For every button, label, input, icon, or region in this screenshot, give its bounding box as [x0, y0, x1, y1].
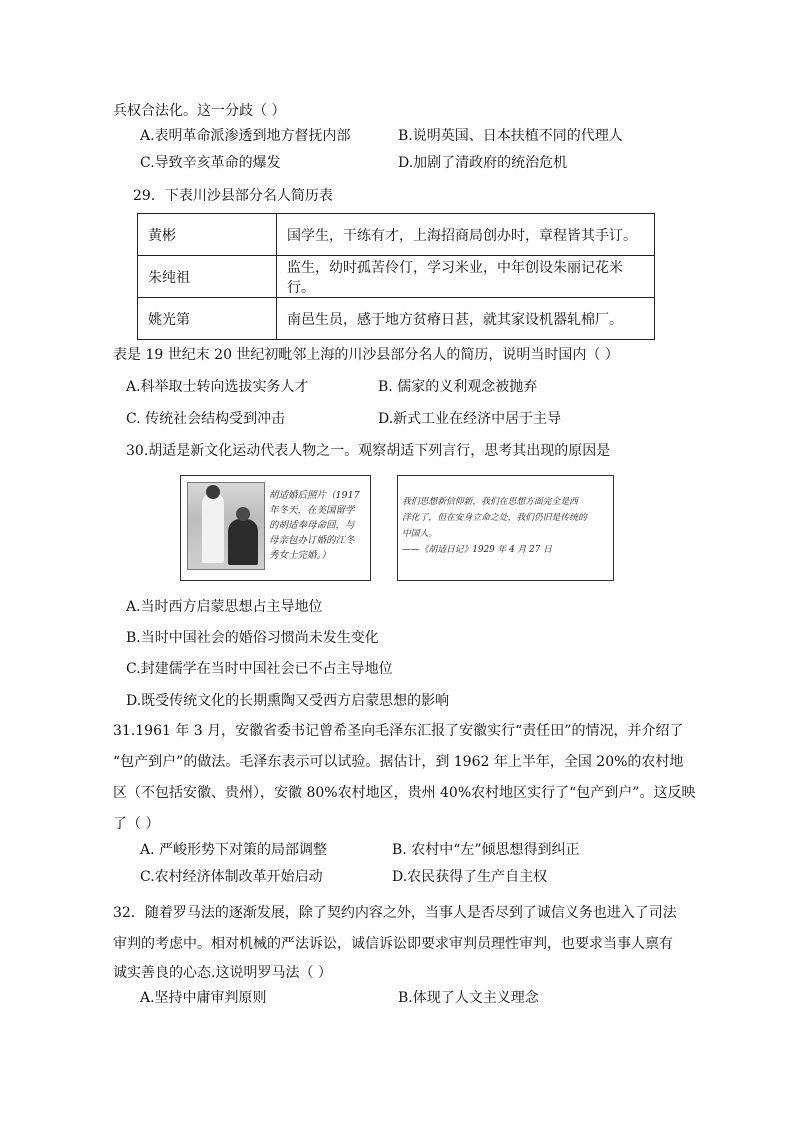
table-row — [138, 256, 655, 298]
q28-option-a: A.表明革命派渗透到地方督抚内部 — [140, 128, 351, 144]
q32-line-1: 32．随着罗马法的逐渐发展，除了契约内容之外，当事人是否尽到了诚信义务也进入了司法 — [113, 905, 677, 921]
q32-option-a: A.坚持中庸审判原则 — [140, 990, 267, 1006]
q29-stem: 29．下表川沙县部分名人简历表 — [133, 188, 333, 204]
q30-option-b: B.当时中国社会的婚俗习惯尚未发生变化 — [126, 630, 379, 646]
table-cell-name: 姚光第 — [138, 298, 277, 340]
q28-option-b: B.说明英国、日本扶植不同的代理人 — [398, 128, 623, 144]
q31-option-b: B. 农村中“左”倾思想得到纠正 — [392, 842, 580, 858]
q28-stem-tail: 兵权合法化。这一分歧（ ） — [113, 103, 286, 119]
q29-option-d: D.新式工业在经济中居于主导 — [378, 411, 562, 427]
q30-option-a: A.当时西方启蒙思想占主导地位 — [126, 599, 323, 615]
q29-option-a: A.科举取士转向选拔实务人才 — [126, 379, 309, 395]
q29-bio-table — [137, 213, 655, 340]
table-row — [138, 298, 655, 340]
q30-stem: 30.胡适是新文化运动代表人物之一。观察胡适下列言行，思考其出现的原因是 — [126, 443, 611, 459]
q29-option-b: B. 儒家的义利观念被抛弃 — [378, 379, 538, 395]
table-cell-name: 朱纯祖 — [138, 256, 277, 298]
q31-line-2: “包产到户”的做法。毛泽东表示可以试验。据估计，到 1962 年上半年，全国 20%的农村地 — [113, 754, 684, 770]
q32-line-3: 诚实善良的心态.这说明罗马法（ ） — [113, 965, 332, 981]
q30-option-c: C.封建儒学在当时中国社会已不占主导地位 — [126, 661, 393, 677]
q30-figure-quote-text: 我们思想新信仰新，我们在思想方面完全是西 洋化了，但在安身立命之处，我们仍旧是传统的 中国人。 ——《胡适日记》1929 年 4 月 27 日 — [402, 497, 587, 555]
q31-line-3: 区（不包括安徽、贵州），安徽 80%农村地区，贵州 40%农村地区实行了“包产到户”。这反映 — [113, 785, 696, 801]
q29-option-c: C. 传统社会结构受到冲击 — [126, 411, 286, 427]
q28-option-d: D.加剧了清政府的统治危机 — [398, 155, 568, 171]
q32-option-b: B.体现了人文主义理念 — [398, 990, 539, 1006]
table-row — [138, 214, 655, 256]
q31-line-1: 31.1961 年 3 月，安徽省委书记曾希圣向毛泽东汇报了安徽实行“责任田”的情况，并介绍了 — [113, 723, 684, 739]
q29-after-text: 表是 19 世纪末 20 世纪初毗邻上海的川沙县部分名人的简历，说明当时国内（ ） — [113, 347, 619, 363]
q31-option-c: C.农村经济体制改革开始启动 — [140, 869, 323, 885]
q28-option-c: C.导致辛亥革命的爆发 — [140, 155, 281, 171]
table-cell-bio: 南邑生员，感于地方贫瘠日甚，就其家设机器轧棉厂。 — [277, 298, 655, 340]
q30-figure-quote — [397, 475, 614, 581]
q30-figure-photo — [180, 475, 371, 581]
q30-option-d: D.既受传统文化的长期熏陶又受西方启蒙思想的影响 — [126, 693, 450, 709]
q32-line-2: 审判的考虑中。相对机械的严法诉讼，诚信诉讼即要求审判员理性审判，也要求当事人禀有 — [113, 936, 673, 952]
q31-option-d: D.农民获得了生产自主权 — [392, 869, 548, 885]
q31-line-4: 了（ ） — [113, 816, 160, 832]
table-cell-name: 黄彬 — [138, 214, 277, 256]
q30-figure-photo-caption: 胡适婚后照片（1917 年冬天，在美国留学 的胡适奉母命回，与 母亲包办订婚的江冬 秀女士完婚。） — [269, 490, 360, 561]
table-cell-bio: 监生，幼时孤苦伶仃，学习米业，中年创设朱丽记花米行。 — [277, 256, 655, 298]
q31-option-a: A. 严峻形势下对策的局部调整 — [140, 842, 328, 858]
table-cell-bio: 国学生，干练有才，上海招商局创办时，章程皆其手订。 — [277, 214, 655, 256]
wedding-photo-image — [187, 482, 265, 570]
